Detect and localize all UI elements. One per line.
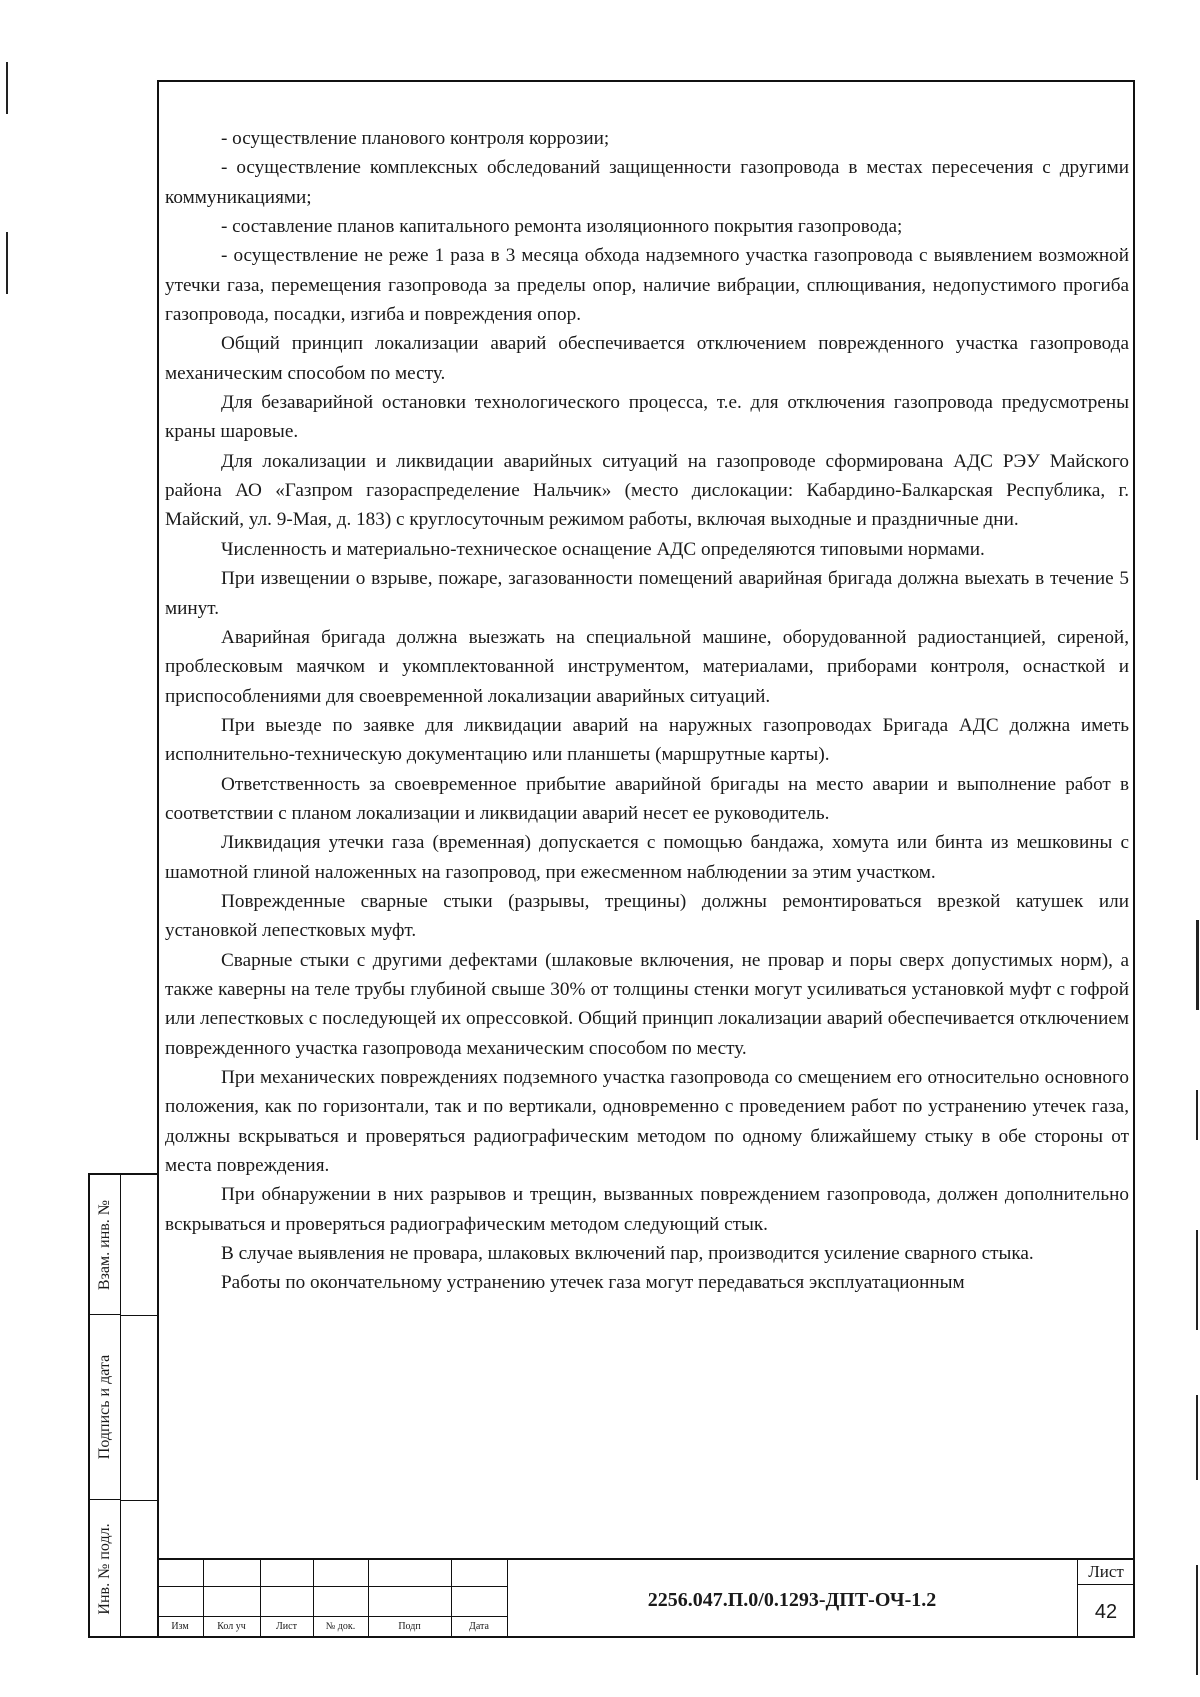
- paragraph: При механических повреждениях подземного участка газопровода со смещением его относительно основного положения, как по горизонтали, так и по вертикали, одновременно с проведением работ по устранению утечек газа, должны вскрываться и проверяться радиографическим методом по одному ближайшему стыку в обе стороны от места повреждения.: [165, 1067, 1129, 1177]
- paragraph: Общий принцип локализации аварий обеспечивается отключением поврежденного участка газопровода механическим способом по месту.: [165, 333, 1129, 384]
- sheet-label: Лист: [1088, 1562, 1124, 1581]
- title-block-header-kol: Кол уч: [217, 1621, 246, 1632]
- title-block-header-list: Лист: [276, 1621, 297, 1632]
- side-stamp-podpis-label: Подпись и дата: [96, 1354, 113, 1460]
- scan-mark: [1196, 1090, 1198, 1140]
- page-frame: [157, 80, 1135, 1638]
- paragraph: - осуществление планового контроля коррозии;: [221, 128, 610, 149]
- paragraph: Численность и материально-техническое оснащение АДС определяются типовыми нормами.: [221, 538, 985, 560]
- document-body: [165, 124, 1129, 1298]
- paragraph: В случае выявления не провара, шлаковых включений пар, производится усиление сварного стыка.: [221, 1243, 1034, 1265]
- scan-mark: [1196, 1565, 1198, 1675]
- title-block-header-izm: Изм: [171, 1621, 189, 1632]
- side-stamp: [88, 1173, 157, 1638]
- side-stamp-vzam: [90, 1175, 120, 1315]
- paragraph: - составление планов капитального ремонта изоляционного покрытия газопровода;: [221, 216, 903, 238]
- side-stamp-podpis: [90, 1315, 120, 1500]
- paragraph: При извещении о взрыве, пожаре, загазованности помещений аварийная бригада должна выехать в течение 5 минут.: [165, 568, 1129, 619]
- paragraph: - осуществление не реже 1 раза в 3 месяца обхода надземного участка газопровода с выявлением возможной утечки газа, перемещения газопровода за пределы опор, наличие вибрации, сплющивания, недопустимого прогиба газопровода, посадки, изгиба и повреждения опор.: [165, 245, 1129, 326]
- side-stamp-vzam-label: Взам. инв. №: [96, 1199, 113, 1290]
- paragraph: Аварийная бригада должна выезжать на специальной машине, оборудованной радиостанцией, сиреной, проблесковым маячком и укомплектованной инструментом, материалами, приборами контроля, оснасткой и приспособлениями для своевременной локализации аварийных ситуаций.: [165, 626, 1129, 707]
- side-stamp-inv: [90, 1500, 120, 1638]
- paragraph: Ответственность за своевременное прибытие аварийной бригады на место аварии и выполнение работ в соответствии с планом локализации и ликвидации аварий несет ее руководитель.: [165, 773, 1129, 824]
- scan-mark: [6, 62, 8, 114]
- sheet-number: 42: [1094, 1601, 1118, 1623]
- scan-mark: [1196, 1395, 1198, 1480]
- title-block-header-data: Дата: [469, 1621, 489, 1632]
- paragraph: Работы по окончательному устранению утечек газа могут передаваться эксплуатационным: [221, 1272, 965, 1294]
- title-block-header-ndok: № док.: [325, 1621, 356, 1632]
- scan-mark: [6, 232, 8, 294]
- paragraph: При обнаружении в них разрывов и трещин, вызванных повреждением газопровода, должен дополнительно вскрываться и проверяться радиографическим методом следующий стык.: [165, 1184, 1129, 1235]
- document-code: 2256.047.П.0/0.1293-ДПТ-ОЧ-1.2: [647, 1588, 937, 1611]
- side-stamp-inv-label: Инв. № подл.: [96, 1523, 113, 1615]
- paragraph: Ликвидация утечки газа (временная) допускается с помощью бандажа, хомута или бинта из мешковины с шамотной глиной наложенных на газопровод, при ежесменном наблюдении за этим участком.: [165, 832, 1129, 883]
- paragraph: При выезде по заявке для ликвидации аварий на наружных газопроводах Бригада АДС должна иметь исполнительно-техническую документацию или планшеты (маршрутные карты).: [165, 714, 1129, 766]
- paragraph: Для безаварийной остановки технологического процесса, т.е. для отключения газопровода предусмотрены краны шаровые.: [165, 392, 1129, 443]
- paragraph: Сварные стыки с другими дефектами (шлаковые включения, не провар и поры сверх допустимых норм), а также каверны на теле трубы глубиной свыше 30% от толщины стенки могут усиливаться установкой муфт с гофрой или лепестковых с последующей их опрессовкой. Общий принцип локализации аварий обеспечивается отключением поврежденного участка газопровода механическим способом по месту.: [165, 949, 1129, 1059]
- title-block-header-podp: Подп: [398, 1621, 421, 1632]
- paragraph: Поврежденные сварные стыки (разрывы, трещины) должны ремонтироваться врезкой катушек или установкой лепестковых муфт.: [165, 890, 1129, 942]
- title-block: [157, 1558, 1135, 1638]
- scan-mark: [1196, 920, 1199, 1010]
- scan-mark: [1196, 1230, 1198, 1330]
- paragraph: Для локализации и ликвидации аварийных ситуаций на газопроводе сформирована АДС РЭУ Майского района АО «Газпром газораспределение Нальчик» (место дислокации: Кабардино-Балкарская Республика, г. Майский, ул. 9-Мая, д. 183) с круглосуточным режимом работы, включая выходные и праздничные дни.: [165, 450, 1129, 531]
- paragraph: - осуществление комплексных обследований защищенности газопровода в местах пересечения с другими коммуникациями;: [165, 157, 1129, 208]
